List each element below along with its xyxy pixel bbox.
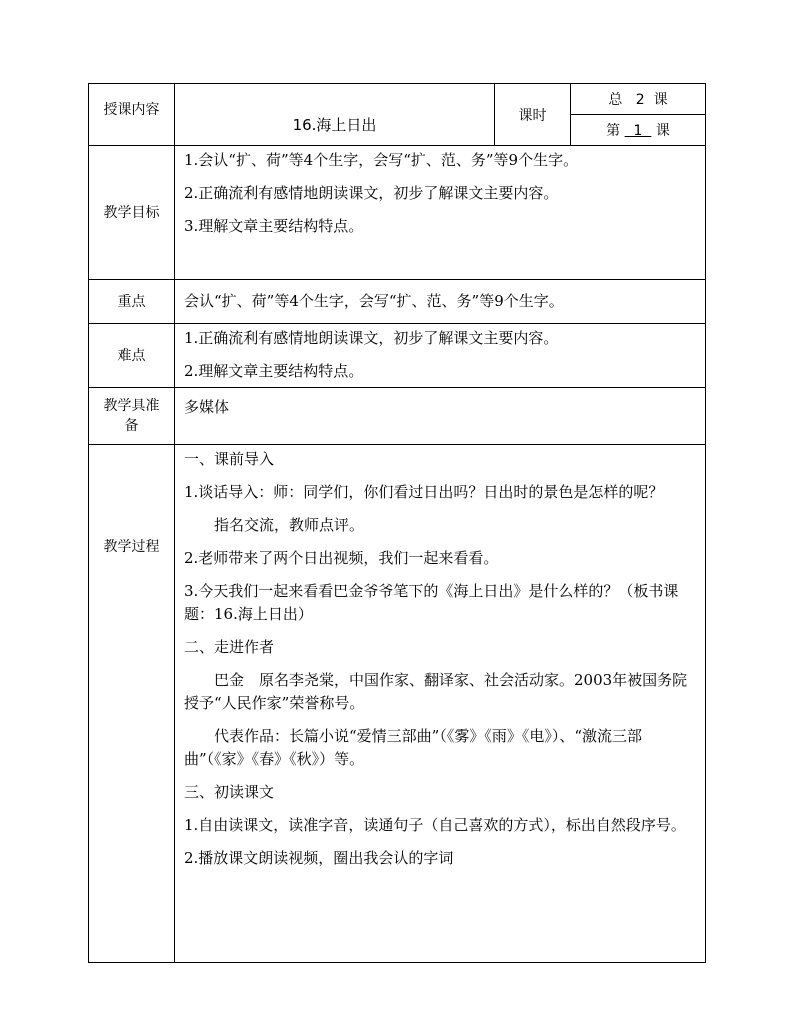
process-label-cell: [89, 445, 175, 963]
total-suffix: 课: [653, 92, 668, 108]
key-points-label-cell: [89, 280, 175, 324]
goal-item: 1.会认“扩、荷”等4个生字，会写“扩、范、务”等9个生字。: [184, 151, 579, 169]
section-heading: 一、课前导入: [184, 450, 275, 468]
goals-label-cell: [89, 146, 175, 280]
total-periods-cell: [571, 84, 706, 115]
difficulty-item: 1.正确流利有感情地朗读课文，初步了解课文主要内容。: [184, 329, 559, 347]
key-points-row: [89, 280, 706, 324]
process-row: [89, 445, 706, 963]
goal-item: 2.正确流利有感情地朗读课文，初步了解课文主要内容。: [184, 184, 559, 202]
difficulty-item: 2.理解文章主要结构特点。: [184, 362, 364, 380]
total-prefix: 总: [608, 92, 623, 108]
process-paragraph: 1.谈话导入：师：同学们，你们看过日出吗？日出时的景色是怎样的呢？: [184, 483, 664, 501]
goal-item: 3.理解文章主要结构特点。: [184, 217, 364, 235]
goals-label: 教学目标: [103, 204, 160, 221]
goals-row: [89, 146, 706, 280]
period-label: 课时: [518, 107, 547, 124]
process-label: 教学过程: [103, 539, 160, 555]
lesson-title-cell: [175, 84, 495, 146]
lesson-title: 16.海上日出: [292, 116, 377, 134]
key-points-text: 会认“扩、荷”等4个生字，会写“扩、范、务”等9个生字。: [184, 291, 564, 310]
materials-content: [175, 388, 706, 445]
process-paragraph: 代表作品：长篇小说“爱情三部曲”（《雾》《雨》《电》）、“激流三部曲”（《家》《春》《秋》）等。: [184, 727, 643, 768]
goals-content: [175, 146, 706, 280]
materials-label: 教学具准备: [103, 398, 160, 434]
content-label: 授课内容: [103, 102, 160, 118]
process-paragraph: 指名交流，教师点评。: [214, 516, 365, 534]
header-row-1: [89, 84, 706, 115]
key-points-content: [175, 280, 706, 324]
lesson-plan-table: [88, 83, 706, 963]
process-paragraph: 3.今天我们一起来看看巴金爷爷笔下的《海上日出》是什么样的？（板书课题：16.海上日出）: [184, 582, 679, 623]
difficulties-content: [175, 324, 706, 388]
materials-label-cell: [89, 388, 175, 445]
period-label-cell: [495, 84, 571, 146]
materials-text: 多媒体: [184, 398, 230, 416]
content-label-cell: [89, 84, 175, 146]
key-points-label: 重点: [117, 293, 146, 310]
total-count: 2: [635, 92, 645, 108]
current-period-cell: [571, 115, 706, 146]
section-heading: 三、初读课文: [184, 783, 275, 801]
process-content: [175, 445, 706, 963]
current-count: 1: [633, 123, 643, 139]
section-heading: 二、走进作者: [184, 638, 275, 656]
materials-row: [89, 388, 706, 445]
difficulties-label-cell: [89, 324, 175, 388]
difficulties-label: 难点: [117, 347, 146, 364]
process-paragraph: 1.自由读课文，读准字音，读通句子（自己喜欢的方式），标出自然段序号。: [184, 816, 686, 834]
current-suffix: 课: [655, 123, 670, 139]
difficulties-row: [89, 324, 706, 388]
process-paragraph: 2.播放课文朗读视频，圈出我会认的字词: [184, 849, 454, 867]
process-paragraph: 巴金 原名李尧棠，中国作家、翻译家、社会活动家。2003年被国务院授予“人民作家”荣誉称号。: [184, 671, 688, 712]
process-paragraph: 2.老师带来了两个日出视频，我们一起来看看。: [184, 549, 499, 567]
current-prefix: 第: [606, 123, 621, 139]
